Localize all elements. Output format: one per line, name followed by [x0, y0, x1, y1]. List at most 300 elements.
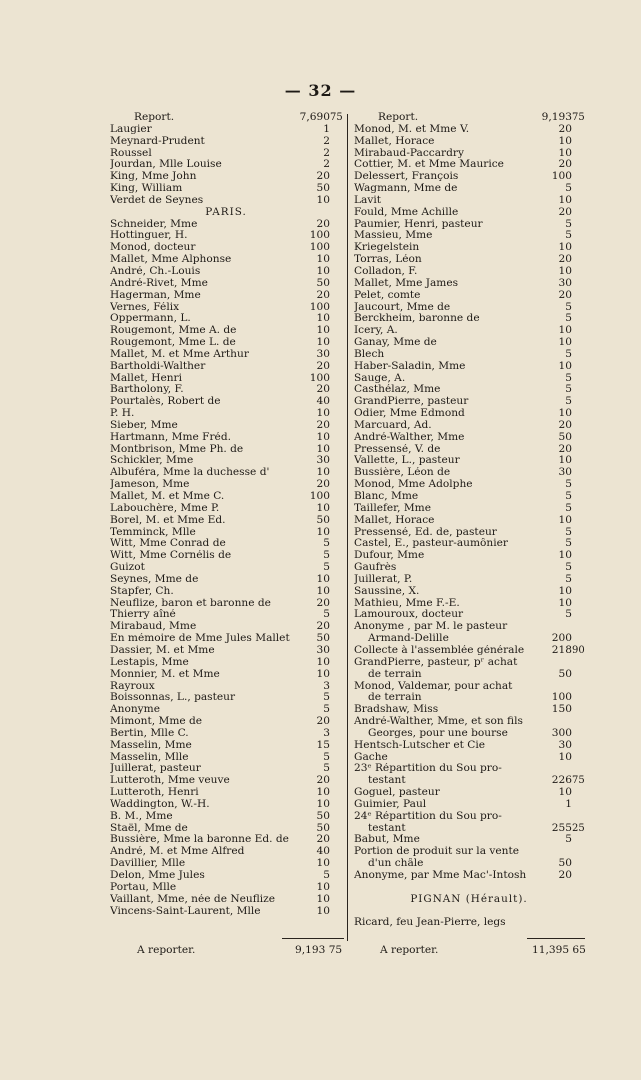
column-divider — [347, 114, 348, 941]
subscriber-name: Mimont, Mme de — [110, 716, 203, 728]
subscriber-name: Staël, Mme de — [110, 822, 188, 834]
amount-cents: 90 — [572, 644, 585, 656]
subscriber-name: Borel, M. et Mme Ed. — [110, 514, 226, 526]
amount: 5 — [565, 383, 572, 396]
subscriber-row — [354, 266, 584, 278]
subscriber-name: Mirabaud-Paccardry — [354, 147, 464, 159]
subscriber-name: Mallet, Henri — [110, 372, 182, 384]
subscriber-name: 23ᵉ Répartition du Sou pro- — [354, 763, 502, 775]
subscriber-row — [110, 455, 342, 467]
amount: 10 — [316, 584, 330, 597]
amount: 10 — [316, 407, 330, 420]
subscriber-name: Guizot — [110, 562, 145, 574]
subscriber-name: Paumier, Henri, pasteur — [354, 218, 483, 230]
subscriber-name: Sauge, A. — [354, 372, 406, 384]
left-carry-total: 9,193 75 — [295, 944, 343, 956]
subscriber-name: Taillefer, Mme — [354, 502, 431, 514]
subscriber-row — [110, 621, 342, 633]
amount: 2 — [323, 158, 330, 171]
amount: 10 — [316, 904, 330, 917]
subscriber-row — [354, 183, 584, 195]
subscriber-name: Cottier, M. et Mme Maurice — [354, 159, 504, 171]
subscriber-name: Anonyme, par Mme Mac'-Intosh — [354, 870, 527, 881]
subscriber-name: Lamouroux, docteur — [354, 609, 464, 621]
subscriber-name: Waddington, W.-H. — [110, 798, 210, 810]
amount: 20 — [558, 122, 572, 135]
amount: 10 — [316, 336, 330, 349]
subscriber-row — [110, 716, 342, 728]
amount: 50 — [316, 513, 330, 526]
amount: 10 — [316, 501, 330, 514]
subscriber-row — [110, 290, 342, 302]
subscriber-name: Vernes, Félix — [110, 301, 180, 313]
subscriber-name: GrandPierre, pasteur — [354, 396, 469, 408]
amount-cents: 75 — [572, 775, 585, 787]
amount: 10 — [558, 596, 572, 609]
subscriber-name: Bartholony, F. — [110, 384, 184, 396]
subscriber-row — [110, 337, 342, 349]
subscriber-name: Neuflize, baron et baronne de — [110, 597, 271, 609]
amount: 200 — [551, 632, 572, 645]
subscriber-row — [354, 681, 584, 693]
amount: 10 — [316, 442, 330, 455]
subscriber-name: Jameson, Mme — [110, 479, 190, 491]
amount: 300 — [551, 726, 572, 739]
amount: 20 — [558, 869, 572, 881]
subscriber-row — [110, 444, 342, 456]
subscriber-row — [354, 598, 584, 610]
subscriber-row — [110, 763, 342, 775]
left-total-rule — [282, 938, 344, 939]
amount: 10 — [316, 655, 330, 668]
right-column — [354, 112, 584, 929]
subscriber-name: Laugier — [110, 123, 152, 135]
amount: 20 — [558, 205, 572, 218]
subscriber-name: André-Walther, Mme, et son fils — [354, 716, 523, 728]
amount: 100 — [309, 371, 330, 384]
subscriber-row — [110, 609, 342, 621]
subscriber-row — [110, 373, 342, 385]
subscriber-row — [110, 870, 342, 882]
subscriber-row — [354, 669, 584, 681]
subscriber-name: Georges, pour une bourse — [368, 727, 508, 739]
amount: 10 — [558, 336, 572, 349]
subscriber-name: Lutteroth, Henri — [110, 787, 199, 799]
blank-line — [354, 882, 584, 894]
subscriber-name: Ricard, feu Jean-Pierre, legs — [354, 917, 506, 929]
subscriber-row — [354, 716, 584, 728]
amount: 10 — [316, 572, 330, 585]
subscriber-name: Witt, Mme Cornélis de — [110, 550, 232, 562]
subscriber-row — [354, 621, 584, 633]
amount: 5 — [565, 371, 572, 384]
amount: 5 — [323, 537, 330, 550]
amount: 10 — [558, 324, 572, 337]
subscriber-name: Rougemont, Mme L. de — [110, 337, 236, 349]
right-total-rule — [527, 938, 585, 939]
subscriber-name: Monod, Mme Adolphe — [354, 479, 473, 491]
amount: 20 — [316, 774, 330, 787]
subscriber-name: Delessert, François — [354, 171, 459, 183]
subscriber-row — [354, 479, 584, 491]
amount: 10 — [316, 857, 330, 870]
subscriber-name: Vallette, L., pasteur — [354, 455, 460, 467]
subscriber-row — [110, 538, 342, 550]
subscriber-row — [354, 408, 584, 420]
subscriber-name: Sieber, Mme — [110, 419, 178, 431]
amount: 5 — [565, 490, 572, 502]
amount: 30 — [558, 738, 572, 751]
subscriber-name: 24ᵉ Répartition du Sou pro- — [354, 810, 502, 822]
amount: 10 — [558, 359, 572, 372]
subscriber-row — [110, 124, 342, 136]
amount: 50 — [316, 821, 330, 834]
subscriber-row — [110, 574, 342, 586]
amount: 40 — [316, 845, 330, 858]
subscriber-name: Montbrison, Mme Ph. de — [110, 443, 244, 455]
subscriber-row — [110, 586, 342, 598]
subscriber-name: Dufour, Mme — [354, 550, 425, 562]
subscriber-name: Ganay, Mme de — [354, 337, 437, 349]
subscriber-row — [354, 799, 584, 811]
subscriber-row — [354, 527, 584, 539]
subscriber-row — [110, 752, 342, 764]
subscriber-row — [110, 302, 342, 314]
subscriber-row — [110, 906, 342, 918]
amount: 10 — [558, 750, 572, 763]
amount-cents: 75 — [330, 112, 343, 123]
subscriber-row — [110, 692, 342, 704]
subscriber-name: Masselin, Mlle — [110, 751, 189, 763]
subscriber-row — [354, 740, 584, 752]
subscriber-name: Portau, Mlle — [110, 881, 177, 893]
amount: 10 — [558, 584, 572, 597]
subscriber-name: Verdet de Seynes — [110, 194, 204, 206]
amount: 150 — [551, 703, 572, 716]
subscriber-name: Juillerat, pasteur — [110, 763, 201, 775]
subscriber-name: Massieu, Mme — [354, 230, 433, 242]
amount: 30 — [558, 276, 572, 289]
subscriber-row — [354, 633, 584, 645]
subscriber-name: King, William — [110, 183, 183, 195]
subscriber-name: Mallet, Mme Alphonse — [110, 254, 232, 266]
subscriber-name: André, M. et Mme Alfred — [110, 846, 245, 858]
subscriber-name: de terrain — [368, 692, 422, 704]
blank-line — [354, 906, 584, 918]
amount: 5 — [565, 537, 572, 550]
amount: 10 — [558, 264, 572, 277]
subscriber-row — [110, 823, 342, 835]
subscriber-name: Collecte à l'assemblée générale — [354, 644, 525, 656]
left-column — [110, 112, 342, 917]
amount: 10 — [558, 146, 572, 159]
subscriber-row — [110, 479, 342, 491]
amount: 100 — [309, 229, 330, 242]
amount: 20 — [316, 170, 330, 183]
subscriber-row — [354, 432, 584, 444]
subscriber-row — [110, 349, 342, 361]
subscriber-row — [354, 917, 584, 929]
subscriber-row — [110, 894, 342, 906]
subscriber-row — [354, 728, 584, 740]
amount: 20 — [316, 288, 330, 301]
amount: 5 — [323, 750, 330, 763]
subscriber-name: Gaufrès — [354, 562, 397, 574]
amount: 10 — [558, 241, 572, 254]
amount: 5 — [565, 229, 572, 242]
subscriber-row — [354, 302, 584, 314]
subscriber-row — [354, 290, 584, 302]
subscriber-row — [354, 337, 584, 349]
subscriber-row — [110, 183, 342, 195]
subscriber-name: GrandPierre, pasteur, pʳ achat — [354, 656, 518, 668]
subscriber-row — [354, 858, 584, 870]
amount: 9,193 — [541, 111, 572, 123]
amount: 50 — [316, 632, 330, 645]
subscriber-name: Blech — [354, 348, 385, 360]
subscriber-row — [110, 799, 342, 811]
amount: 5 — [565, 478, 572, 491]
subscriber-name: Gache — [354, 751, 388, 763]
amount: 5 — [323, 608, 330, 621]
subscriber-row — [354, 515, 584, 527]
subscriber-name: Mirabaud, Mme — [110, 621, 197, 633]
subscriber-row — [110, 858, 342, 870]
amount: 20 — [558, 442, 572, 455]
subscriber-name: Mallet, Horace — [354, 514, 435, 526]
subscriber-row — [354, 609, 584, 621]
subscriber-name: Schneider, Mme — [110, 218, 198, 230]
subscriber-row — [110, 550, 342, 562]
amount: 10 — [316, 892, 330, 905]
subscriber-name: Lutteroth, Mme veuve — [110, 775, 230, 787]
subscriber-name: B. M., Mme — [110, 810, 173, 822]
amount: 5 — [565, 608, 572, 621]
subscriber-row — [354, 562, 584, 574]
amount: 5 — [565, 347, 572, 360]
subscriber-row — [110, 834, 342, 846]
subscriber-name: Goguel, pasteur — [354, 787, 440, 799]
subscriber-name: Albuféra, Mme la duchesse d' — [110, 467, 270, 479]
subscriber-name: Oppermann, L. — [110, 313, 191, 325]
subscriber-name: Haber-Saladin, Mme — [354, 360, 466, 372]
amount: 1 — [323, 122, 330, 135]
amount: 20 — [316, 359, 330, 372]
amount: 10 — [316, 312, 330, 325]
amount: 5 — [565, 561, 572, 574]
subscriber-name: Bartholdi-Walther — [110, 360, 206, 372]
amount: 20 — [558, 288, 572, 301]
amount: 20 — [316, 620, 330, 633]
subscriber-name: André, Ch.-Louis — [110, 265, 201, 277]
subscriber-name: Anonyme — [110, 704, 160, 716]
amount: 50 — [558, 430, 572, 443]
amount: 5 — [323, 691, 330, 704]
subscriber-row — [354, 195, 584, 207]
subscriber-row — [110, 681, 342, 693]
subscriber-name: Pressensé, V. de — [354, 443, 441, 455]
subscriber-row — [110, 775, 342, 787]
subscriber-row — [354, 396, 584, 408]
amount: 30 — [316, 347, 330, 360]
amount: 20 — [558, 158, 572, 171]
subscriber-row — [110, 420, 342, 432]
amount: 10 — [316, 880, 330, 893]
subscriber-row — [110, 491, 342, 503]
amount: 40 — [316, 395, 330, 408]
amount: 5 — [565, 501, 572, 514]
subscriber-name: Lavit — [354, 194, 381, 206]
amount: 1 — [565, 797, 572, 810]
subscriber-name: Armand-Delille — [368, 633, 449, 645]
subscriber-name: Blanc, Mme — [354, 491, 419, 502]
subscriber-name: testant — [368, 775, 406, 787]
subscriber-row — [354, 384, 584, 396]
subscriber-row — [354, 242, 584, 254]
amount: 10 — [558, 454, 572, 467]
subscriber-row — [110, 195, 342, 207]
subscriber-row — [354, 811, 584, 823]
amount: 20 — [316, 418, 330, 431]
subscriber-name: Temminck, Mlle — [110, 526, 196, 538]
subscriber-row — [354, 148, 584, 160]
subscriber-name: Bertin, Mlle C. — [110, 727, 189, 739]
subscriber-row — [110, 503, 342, 515]
subscriber-name: Torras, Léon — [354, 254, 422, 266]
amount: 5 — [565, 182, 572, 195]
subscriber-row — [110, 467, 342, 479]
amount: 10 — [316, 324, 330, 337]
subscriber-name: Vaillant, Mme, née de Neuflize — [110, 893, 275, 905]
subscriber-row — [110, 112, 342, 124]
amount: 10 — [558, 407, 572, 420]
subscriber-row — [354, 692, 584, 704]
subscriber-row — [354, 846, 584, 858]
amount: 5 — [565, 217, 572, 230]
subscriber-name: Schickler, Mme — [110, 455, 194, 467]
subscriber-row — [110, 242, 342, 254]
subscriber-row — [110, 266, 342, 278]
amount: 5 — [323, 703, 330, 716]
subscriber-name: Jaucourt, Mme de — [354, 301, 451, 313]
subscriber-name: Bussière, Mme la baronne Ed. de — [110, 834, 289, 846]
amount: 15 — [316, 738, 330, 751]
subscriber-row — [354, 657, 584, 669]
subscriber-row — [110, 361, 342, 373]
amount: 5 — [565, 572, 572, 585]
subscriber-name: Monod, Valdemar, pour achat — [354, 680, 513, 692]
subscriber-name: Icery, A. — [354, 325, 398, 337]
subscriber-name: Anonyme , par M. le pasteur — [354, 621, 508, 633]
subscriber-row — [110, 728, 342, 740]
subscriber-row — [354, 159, 584, 171]
amount: 226 — [551, 774, 572, 787]
amount: 2 — [323, 146, 330, 159]
subscriber-row — [110, 657, 342, 669]
subscriber-name: King, Mme John — [110, 171, 197, 183]
section-heading: PIGNAN (Hérault). — [410, 892, 528, 905]
subscriber-name: Babut, Mme — [354, 834, 420, 846]
subscriber-row — [110, 740, 342, 752]
subscriber-row — [110, 882, 342, 894]
subscriber-name: Jourdan, Mlle Louise — [110, 159, 222, 171]
amount: 30 — [558, 466, 572, 479]
subscriber-name: Hottinguer, H. — [110, 230, 188, 242]
subscriber-row — [354, 361, 584, 373]
subscriber-name: Casthélaz, Mme — [354, 384, 441, 396]
amount: 20 — [316, 833, 330, 846]
subscriber-name: Mallet, M. et Mme C. — [110, 491, 225, 502]
subscriber-name: Rougemont, Mme A. de — [110, 325, 237, 337]
subscriber-name: Seynes, Mme de — [110, 573, 199, 585]
amount: 218 — [551, 643, 572, 656]
subscriber-row — [354, 420, 584, 432]
subscriber-row — [110, 562, 342, 574]
subscriber-row — [110, 704, 342, 716]
subscriber-name: Portion de produit sur la vente — [354, 846, 519, 858]
subscriber-name: Monod, docteur — [110, 242, 196, 254]
amount: 5 — [323, 869, 330, 881]
subscriber-row — [354, 467, 584, 479]
subscriber-name: Monnier, M. et Mme — [110, 668, 220, 680]
subscriber-row — [354, 219, 584, 231]
amount: 5 — [565, 833, 572, 846]
subscriber-name: Report. — [378, 112, 419, 123]
subscriber-name: Boissonnas, L., pasteur — [110, 692, 236, 704]
amount: 10 — [316, 525, 330, 538]
amount: 100 — [551, 691, 572, 704]
subscriber-row — [354, 325, 584, 337]
subscriber-row — [354, 171, 584, 183]
subscriber-name: P. H. — [110, 408, 135, 420]
subscriber-name: Rayroux — [110, 680, 155, 692]
subscriber-name: Witt, Mme Conrad de — [110, 538, 226, 550]
subscriber-name: de terrain — [368, 668, 422, 680]
amount: 2 — [323, 134, 330, 147]
subscriber-row — [354, 775, 584, 787]
subscriber-row — [110, 527, 342, 539]
subscriber-name: Hentsch-Lutscher et Cie — [354, 739, 486, 751]
subscriber-row — [354, 763, 584, 775]
amount: 30 — [316, 643, 330, 656]
subscriber-name: Fould, Mme Achille — [354, 206, 459, 218]
subscriber-row — [110, 325, 342, 337]
amount: 20 — [558, 253, 572, 266]
subscriber-name: Saussine, X. — [354, 585, 420, 597]
amount: 10 — [316, 253, 330, 266]
subscriber-name: Labouchère, Mme P. — [110, 502, 220, 514]
amount: 10 — [558, 786, 572, 799]
amount: 30 — [316, 454, 330, 467]
amount: 255 — [551, 821, 572, 834]
subscriber-row — [354, 136, 584, 148]
amount: 20 — [316, 383, 330, 396]
subscriber-name: Mallet, Mme James — [354, 277, 459, 289]
amount: 7,690 — [299, 111, 330, 123]
amount: 100 — [309, 241, 330, 254]
subscriber-name: Mallet, M. et Mme Arthur — [110, 348, 249, 360]
subscriber-name: Bradshaw, Miss — [354, 704, 439, 716]
subscriber-row — [354, 444, 584, 456]
subscriber-name: Bussière, Léon de — [354, 467, 451, 479]
subscriber-row — [110, 515, 342, 527]
subscriber-row — [110, 278, 342, 290]
amount: 10 — [316, 786, 330, 799]
amount: 50 — [558, 667, 572, 680]
subscriber-name: André-Rivet, Mme — [110, 277, 208, 289]
subscriber-row — [110, 598, 342, 610]
subscriber-row — [354, 503, 584, 515]
